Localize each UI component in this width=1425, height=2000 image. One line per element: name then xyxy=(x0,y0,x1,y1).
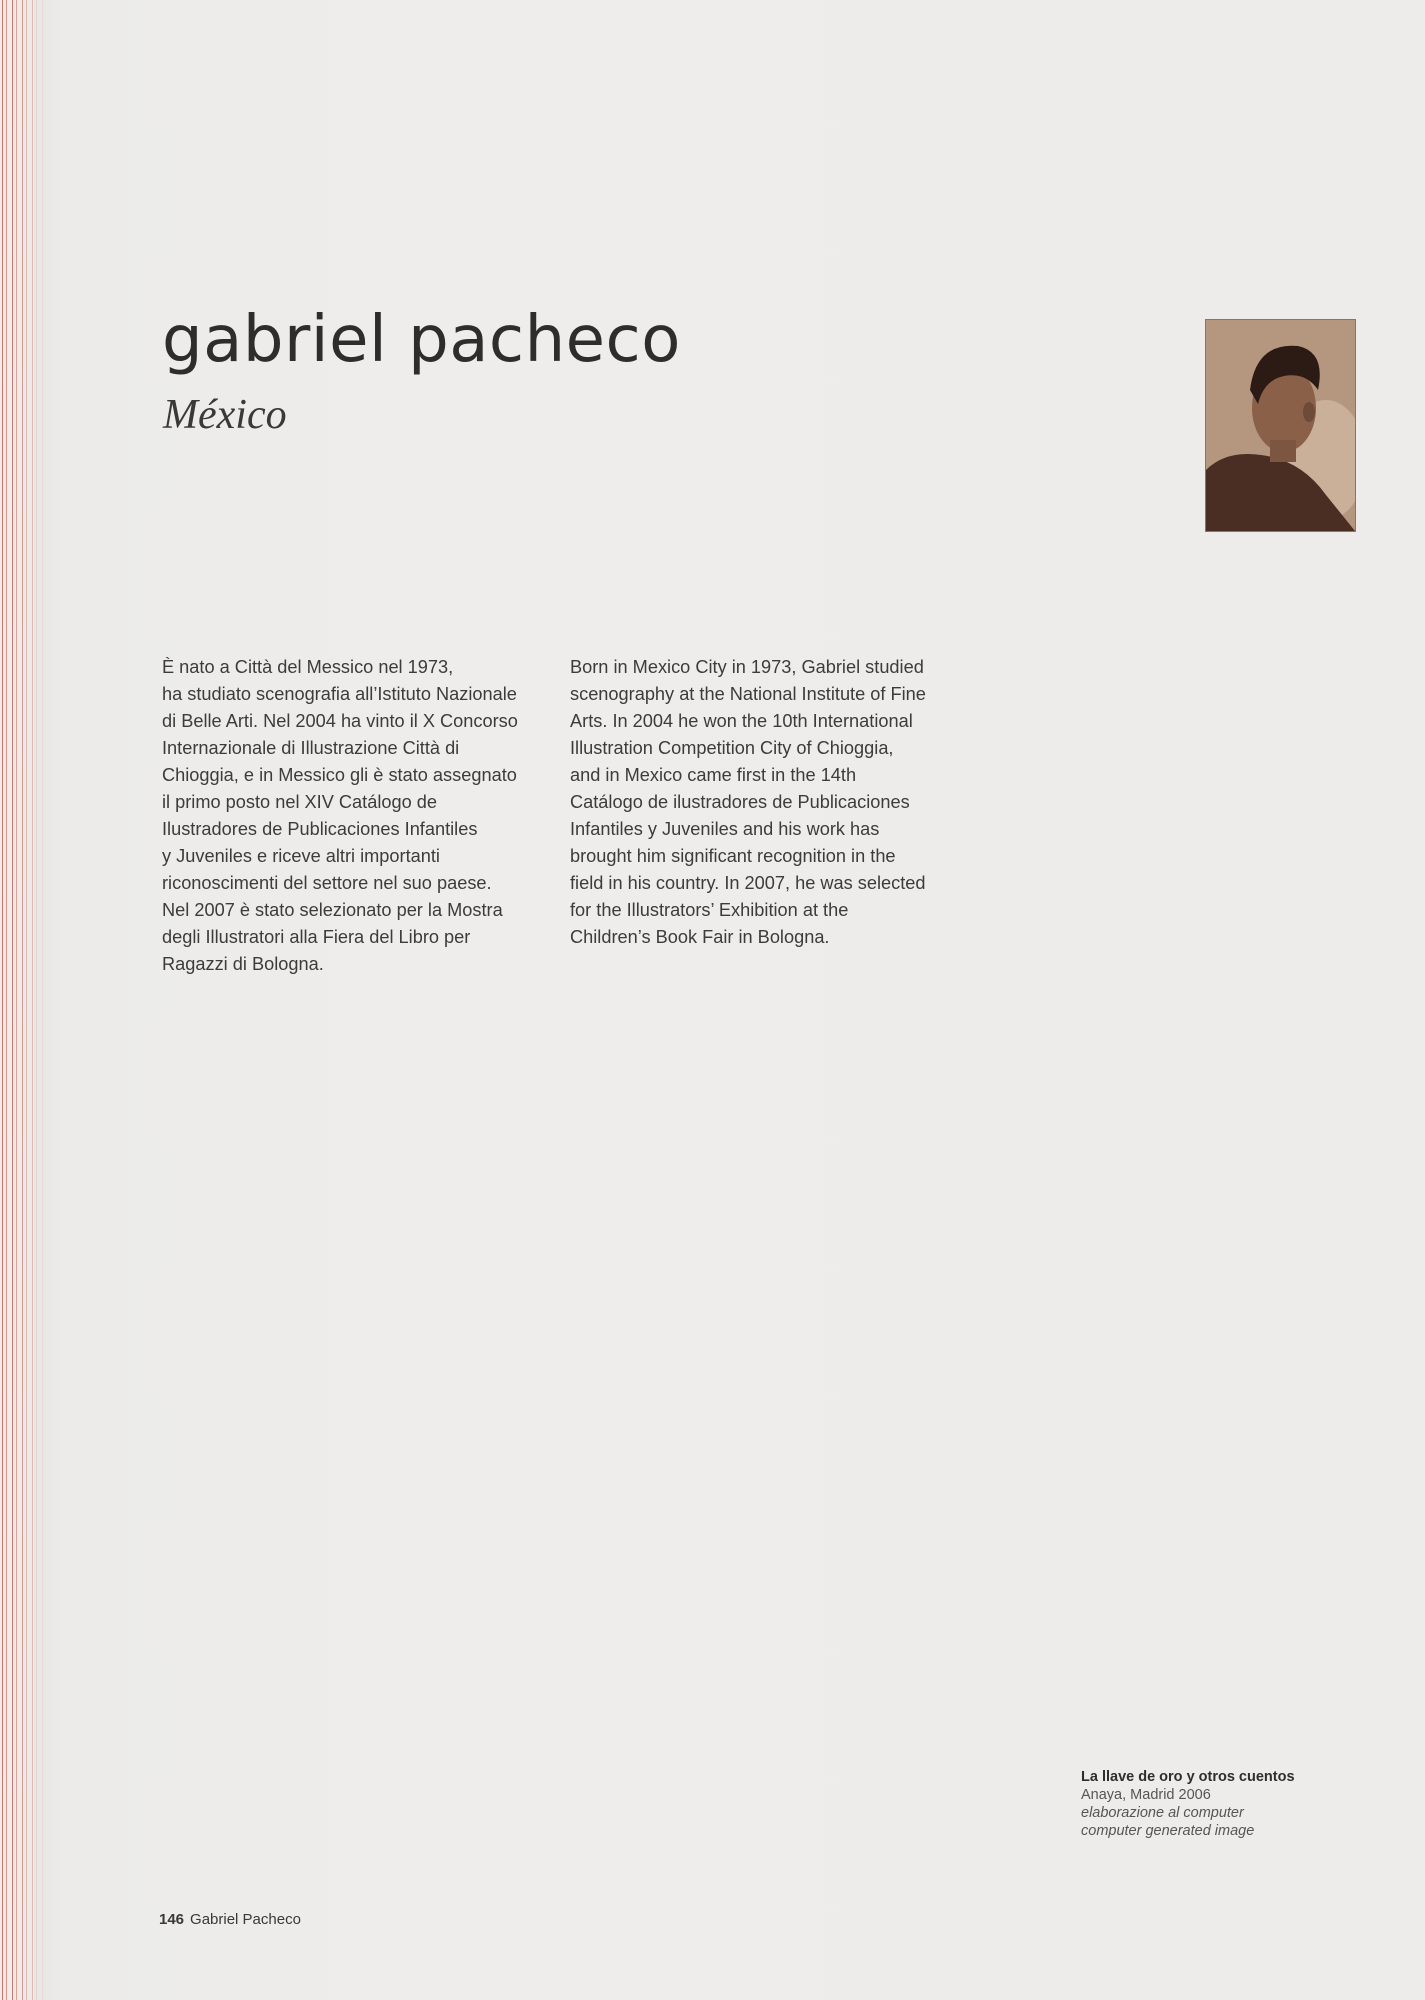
bio-english: Born in Mexico City in 1973, Gabriel studied scenography at the National Institute of Fine Arts. In 2004 he won the 10th International Illustration Competition City of Chioggia, and in Mexico came first in the 14th Catálogo de ilustradores de Publicaciones Infantiles y Juveniles and his work has brought him significant recognition in the field in his country. In 2007, he was selected for the Illustrators’ Exhibition at the Children’s Book Fair in Bologna. xyxy=(570,657,926,947)
page-footer xyxy=(159,1911,301,1928)
page-number: 146 xyxy=(159,1911,185,1928)
caption-technique-it: elaborazione al computer xyxy=(1081,1805,1244,1821)
portrait-photo xyxy=(1205,319,1356,532)
image-caption xyxy=(1081,1768,1295,1840)
portrait-illustration xyxy=(1206,320,1355,531)
artist-country: México xyxy=(163,392,287,438)
caption-title: La llave de oro y otros cuentos xyxy=(1081,1769,1295,1785)
page-edge-stack xyxy=(0,0,46,2000)
caption-publisher: Anaya, Madrid 2006 xyxy=(1081,1787,1211,1803)
bio-italian: È nato a Città del Messico nel 1973, ha studiato scenografia all’Istituto Nazionale di Belle Arti. Nel 2004 ha vinto il X Concorso Internazionale di Illustrazione Città di Chioggia, e in Messico gli è stato assegnato il primo posto nel XIV Catálogo de Ilustradores de Publicaciones Infantiles y Juveniles e riceve altri importanti riconoscimenti del settore nel suo paese. Nel 2007 è stato selezionato per la Mostra degli Illustratori alla Fiera del Libro per Ragazzi di Bologna. xyxy=(162,657,518,974)
running-title: Gabriel Pacheco xyxy=(190,1911,301,1928)
caption-technique-en: computer generated image xyxy=(1081,1823,1255,1839)
artist-name: gabriel pacheco xyxy=(162,303,681,377)
